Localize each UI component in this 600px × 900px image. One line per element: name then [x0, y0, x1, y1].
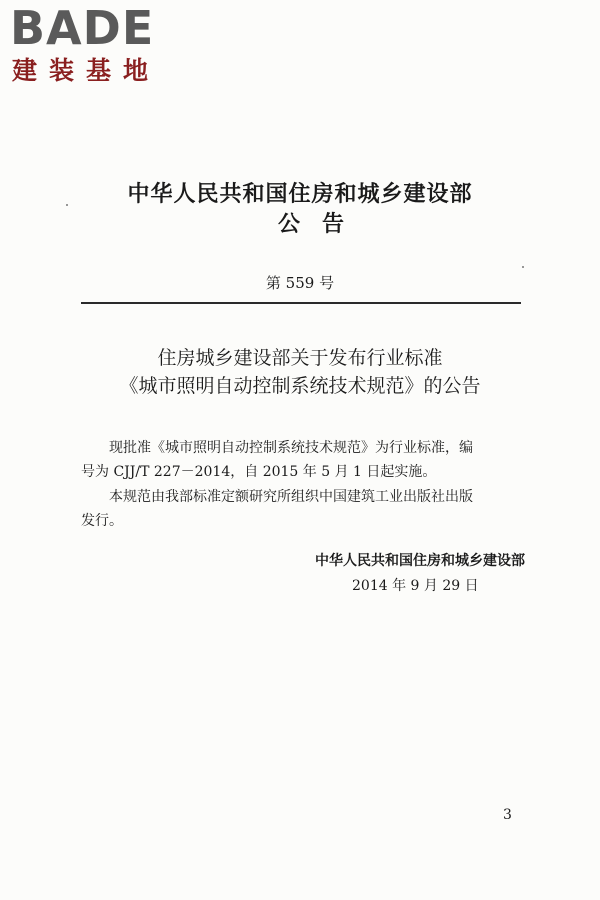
ministry-title: 中华人民共和国住房和城乡建设部 — [127, 182, 473, 207]
scan-speck — [66, 204, 68, 206]
scan-speck — [522, 266, 524, 268]
page-number: 3 — [503, 807, 512, 823]
issuer-signature: 中华人民共和国住房和城乡建设部 — [315, 553, 525, 569]
body-paragraph-2-line-1: 本规范由我部标准定额研究所组织中国建筑工业出版社出版 — [109, 489, 473, 505]
notice-title-line-1: 住房城乡建设部关于发布行业标准 — [157, 347, 443, 369]
issue-date: 2014 年 9 月 29 日 — [352, 578, 479, 594]
logo-wordmark: BADE — [10, 1, 155, 55]
logo-subtitle: 建装基地 — [12, 56, 161, 85]
body-paragraph-1-line-1: 现批准《城市照明自动控制系统技术规范》为行业标准，编 — [109, 440, 473, 456]
announcement-heading: 公告 — [277, 212, 366, 237]
bade-logo — [10, 1, 180, 90]
notice-title-line-2: 《城市照明自动控制系统技术规范》的公告 — [119, 375, 481, 397]
body-paragraph-1-line-2: 号为 CJJ/T 227－2014，自 2015 年 5 月 1 日起实施。 — [81, 464, 437, 480]
body-paragraph-2-line-2: 发行。 — [81, 513, 123, 529]
document-number: 第 559 号 — [265, 274, 335, 292]
header-divider — [81, 302, 521, 304]
